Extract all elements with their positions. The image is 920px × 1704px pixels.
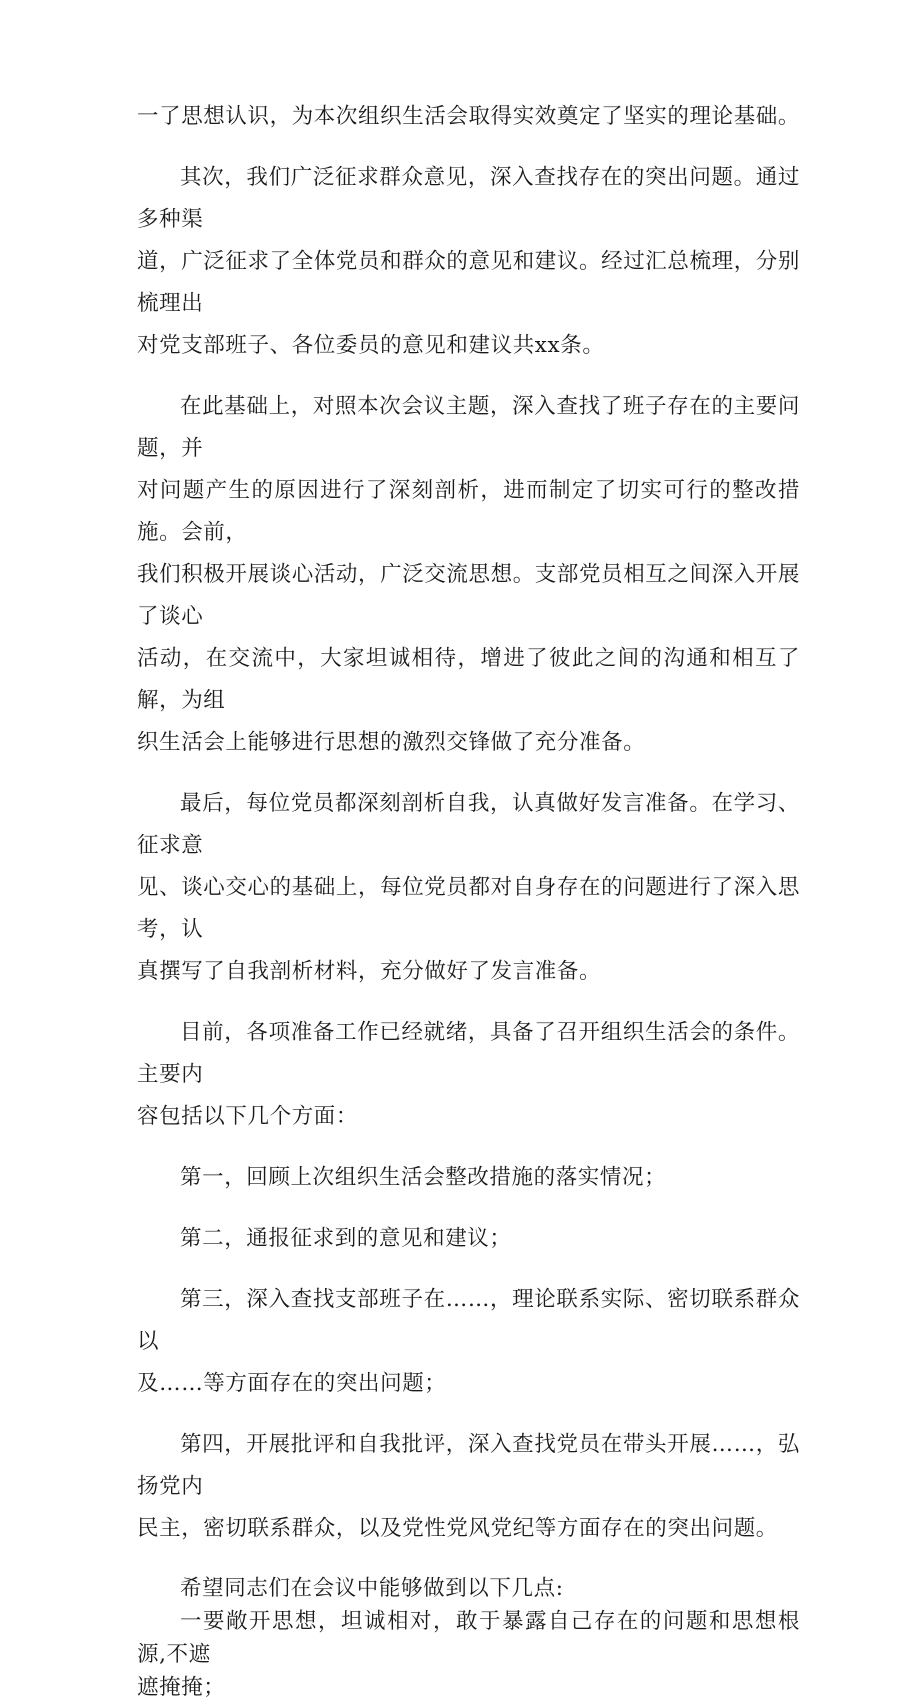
paragraph-4: 目前，各项准备工作已经就绪，具备了召开组织生活会的条件。主要内 容包括以下几个方面：: [137, 1020, 800, 1129]
list-item-1: 第一，回顾上次组织生活会整改措施的落实情况；: [180, 1165, 667, 1190]
paragraph-1: 其次，我们广泛征求群众意见，深入查找存在的突出问题。通过多种渠 道，广泛征求了全体党员和群众的意见和建议。经过汇总梳理，分别梳理出 对党支部班子、各位委员的意见和建议共xx条。: [137, 165, 801, 358]
list-item-4: 第四，开展批评和自我批评，深入查找党员在带头开展……，弘扬党内 民主，密切联系群众，以及党性党风党纪等方面存在的突出问题。: [137, 1432, 800, 1541]
list-item-2: 第二，通报征求到的意见和建议；: [180, 1226, 512, 1251]
list-item-3: 第三，深入查找支部班子在……，理论联系实际、密切联系群众以 及……等方面存在的突出问题；: [137, 1287, 800, 1396]
closing-section: [137, 1572, 800, 1704]
paragraph-2: 在此基础上，对照本次会议主题，深入查找了班子存在的主要问题，并 对问题产生的原因进行了深刻剖析，进而制定了切实可行的整改措施。会前， 我们积极开展谈心活动，广泛交流思想。支部党员相互之间深入开展了谈心 活动，在交流中，大家坦诚相待，增进了彼此之间的沟通和相互了解，为组 织生活会上能够进行思想的激烈交锋做了充分准备。: [137, 394, 801, 755]
body-text: [137, 96, 800, 1704]
paragraph-0: 一了思想认识，为本次组织生活会取得实效奠定了坚实的理论基础。: [137, 104, 801, 129]
paragraph-3: 最后，每位党员都深刻剖析自我，认真做好发言准备。在学习、征求意 见、谈心交心的基础上，每位党员都对自身存在的问题进行了深入思考，认 真撰写了自我剖析材料，充分做好了发言准备。: [137, 791, 801, 984]
closing-intro: 希望同志们在会议中能够做到以下几点:: [180, 1576, 564, 1601]
closing-point-1: 一要敞开思想，坦诚相对，敢于暴露自己存在的问题和思想根源,不遮 遮掩掩；: [137, 1609, 800, 1700]
